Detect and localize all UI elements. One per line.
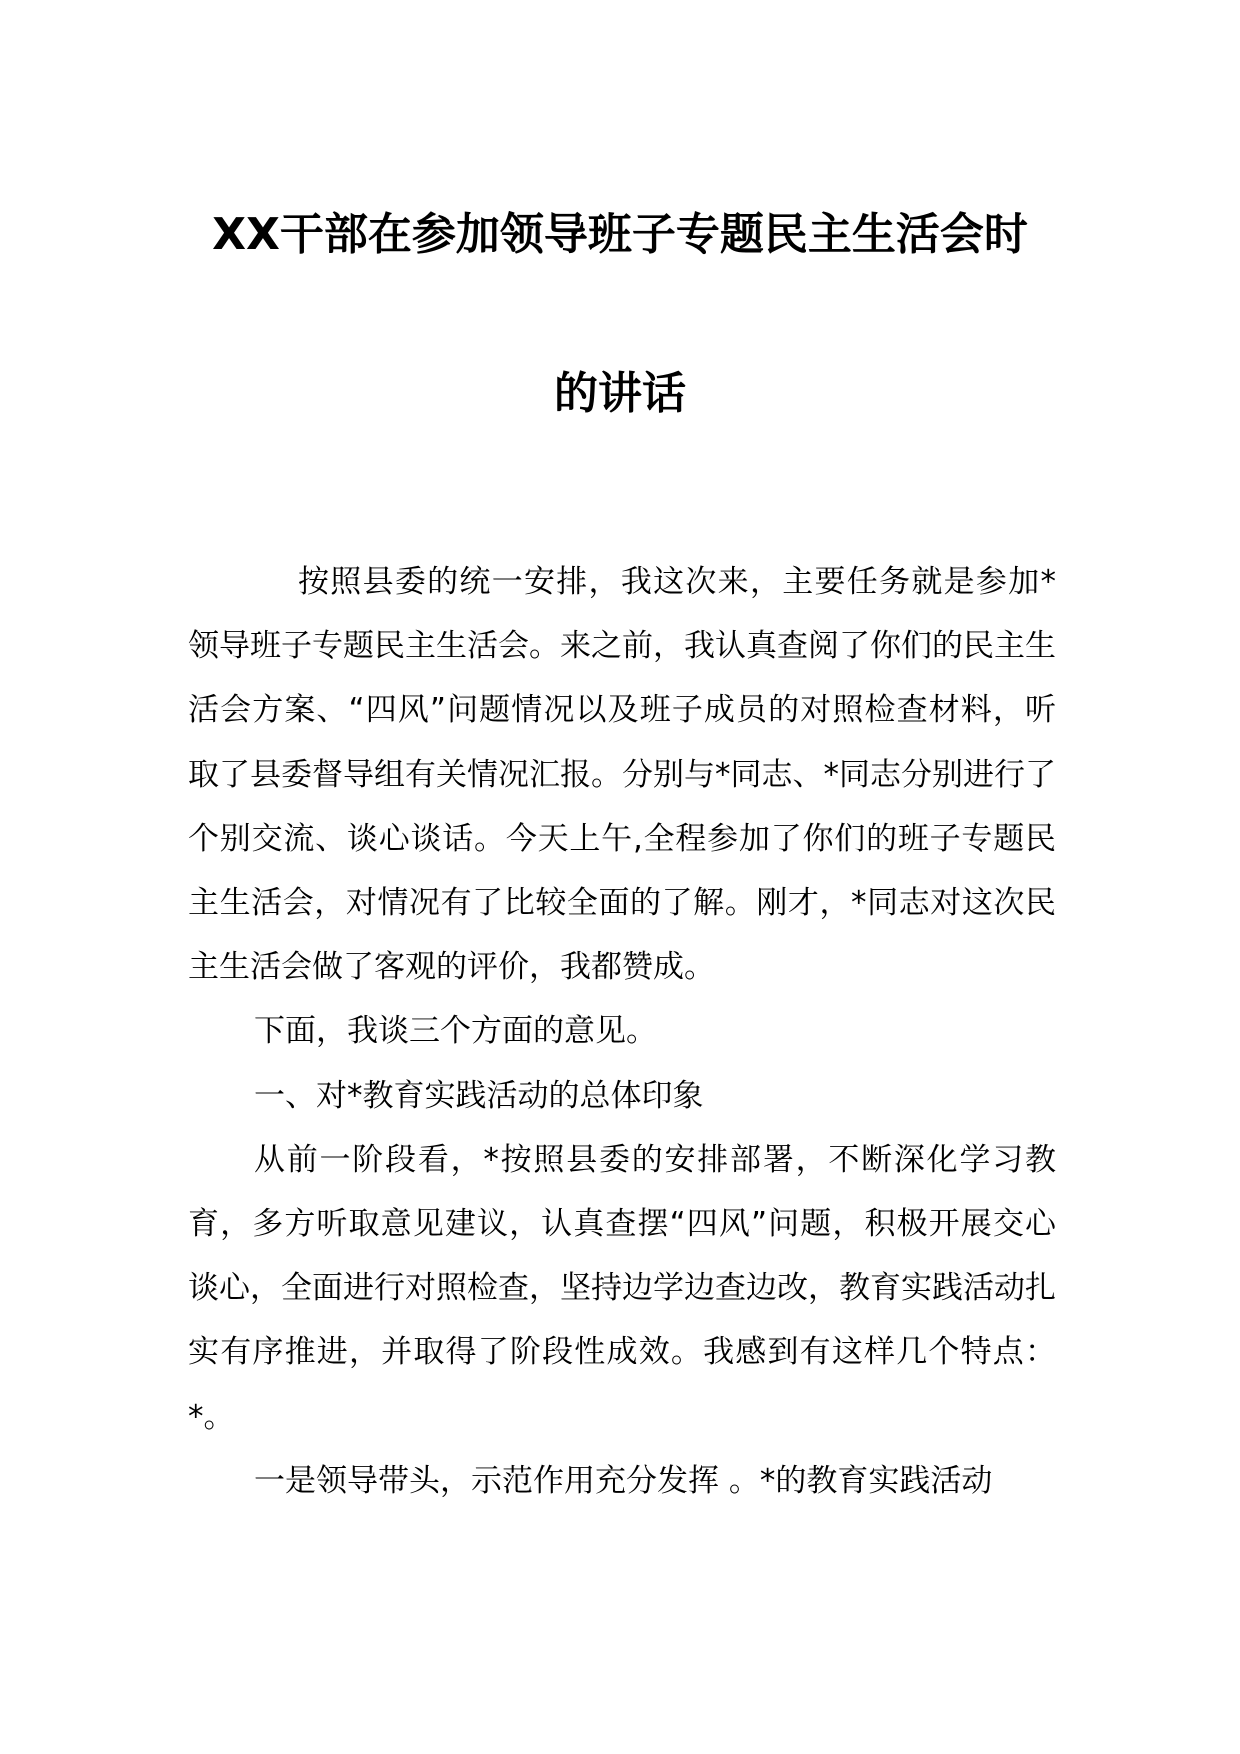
document-body [188, 550, 1056, 1513]
section-heading-1: 一、对*教育实践活动的总体印象 [254, 1077, 704, 1114]
paragraph-outline: 下面，我谈三个方面的意见。 [254, 1013, 657, 1050]
paragraph-point-1: 一是领导带头，示范作用充分发挥 。*的教育实践活动 [254, 1462, 993, 1499]
document-title-line-2: 的讲话 [554, 368, 686, 419]
paragraph-overview: 从前一阶段看，*按照县委的安排部署，不断深化学习教育，多方听取意见建议，认真查摆“四风”问题，积极开展交心谈心，全面进行对照检查，坚持边学边查边改，教育实践活动扎实有序推进，并取得了阶段性成效。我感到有这样几个特点：*。 [188, 1141, 1056, 1435]
document-title-line-1: XX干部在参加领导班子专题民主生活会时 [212, 209, 1028, 260]
paragraph-intro: 按照县委的统一安排，我这次来，主要任务就是参加*领导班子专题民主生活会。来之前，我认真查阅了你们的民主生活会方案、“四风”问题情况以及班子成员的对照检查材料，听取了县委督导组有关情况汇报。分别与*同志、*同志分别进行了个别交流、谈心谈话。今天上午,全程参加了你们的班子专题民主生活会，对情况有了比较全面的了解。刚才，*同志对这次民主生活会做了客观的评价，我都赞成。 [188, 564, 1056, 986]
